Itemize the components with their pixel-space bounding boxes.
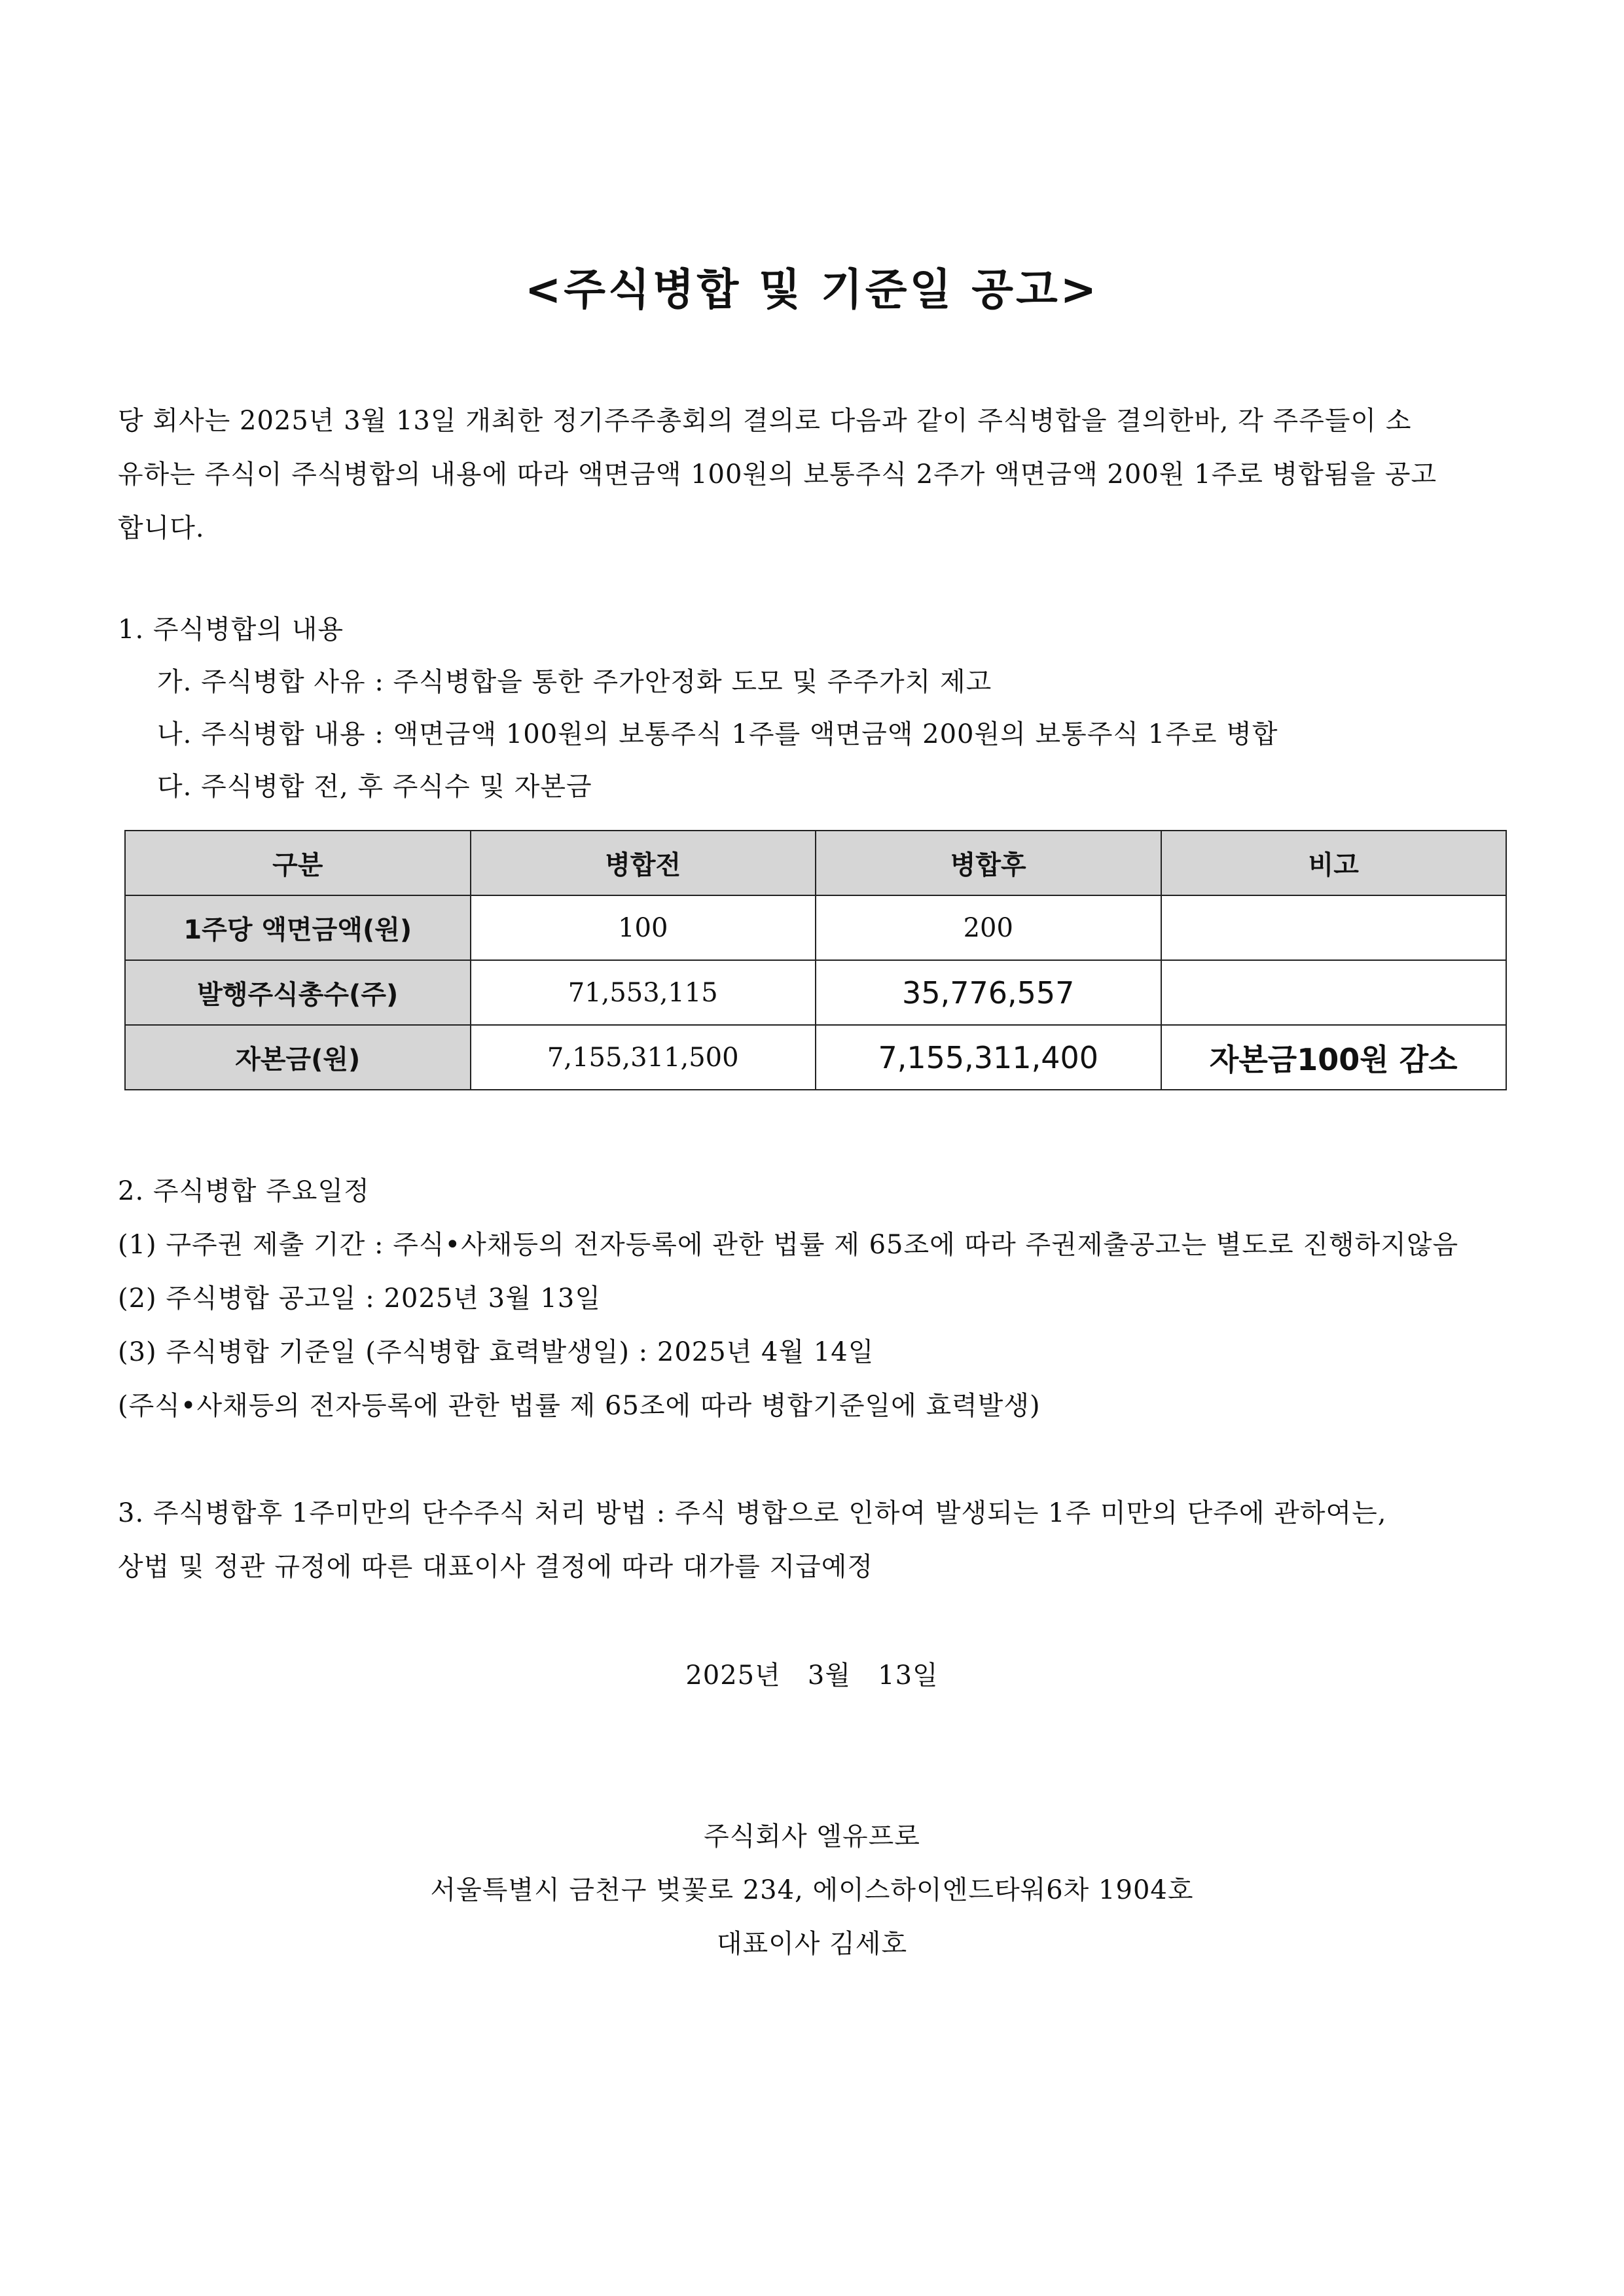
table-header-row [125,831,1506,895]
row-after: 7,155,311,400 [816,1025,1161,1090]
row-note: 자본금100원 감소 [1161,1025,1507,1090]
row-label: 발행주식총수(주) [125,960,471,1025]
row-label: 1주당 액면금액(원) [125,895,471,960]
intro-line-3: 합니다. [118,513,205,543]
page-title: <주식병합 및 기준일 공고> [524,264,1100,315]
row-before: 7,155,311,500 [471,1025,816,1090]
header-before: 병합전 [471,831,816,895]
row-before: 71,553,115 [471,960,816,1025]
section1-item-c: 다. 주식병합 전, 후 주식수 및 자본금 [157,772,592,802]
row-after: 200 [816,895,1161,960]
section2-heading: 2. 주식병합 주요일정 [118,1176,370,1206]
company-name: 주식회사 엘유프로 [704,1821,920,1852]
section1-heading: 1. 주식병합의 내용 [118,615,344,645]
row-label: 자본금(원) [125,1025,471,1090]
section2-item-2: (2) 주식병합 공고일 : 2025년 3월 13일 [118,1283,601,1314]
section2-item-3: (3) 주식병합 기준일 (주식병합 효력발생일) : 2025년 4월 14일 [118,1337,875,1367]
header-category: 구분 [125,831,471,895]
intro-line-2: 유하는 주식이 주식병합의 내용에 따라 액면금액 100원의 보통주식 2주가 액면금액 200원 1주로 병합됨을 공고 [118,459,1437,490]
notice-date: 2025년 3월 13일 [685,1660,939,1691]
section1-item-a: 가. 주식병합 사유 : 주식병합을 통한 주가안정화 도모 및 주주가치 제고 [157,667,992,697]
company-ceo: 대표이사 김세호 [716,1929,908,1959]
row-before: 100 [471,895,816,960]
row-note [1161,895,1507,960]
row-after: 35,776,557 [816,960,1161,1025]
section1-item-b: 나. 주식병합 내용 : 액면금액 100원의 보통주식 1주를 액면금액 200원의 보통주식 1주로 병합 [157,719,1278,749]
table-row [125,895,1506,960]
header-note: 비고 [1161,831,1507,895]
table-row [125,1025,1506,1090]
intro-line-1: 당 회사는 2025년 3월 13일 개최한 정기주주총회의 결의로 다음과 같이 주식병합을 결의한바, 각 주주들이 소 [118,406,1412,436]
row-note [1161,960,1507,1025]
section3-line-1: 3. 주식병합후 1주미만의 단수주식 처리 방법 : 주식 병합으로 인하여 발생되는 1주 미만의 단주에 관하여는, [118,1498,1387,1528]
company-address: 서울특별시 금천구 벚꽃로 234, 에이스하이엔드타워6차 1904호 [430,1875,1194,1905]
section2-item-1: (1) 구주권 제출 기간 : 주식•사채등의 전자등록에 관한 법률 제 65조에 따라 주권제출공고는 별도로 진행하지않음 [118,1230,1459,1260]
share-merge-table [124,830,1507,1090]
section3-line-2: 상법 및 정관 규정에 따른 대표이사 결정에 따라 대가를 지급예정 [118,1552,874,1582]
table-row [125,960,1506,1025]
section2-note: (주식•사채등의 전자등록에 관한 법률 제 65조에 따라 병합기준일에 효력발생) [118,1391,1041,1421]
header-after: 병합후 [816,831,1161,895]
